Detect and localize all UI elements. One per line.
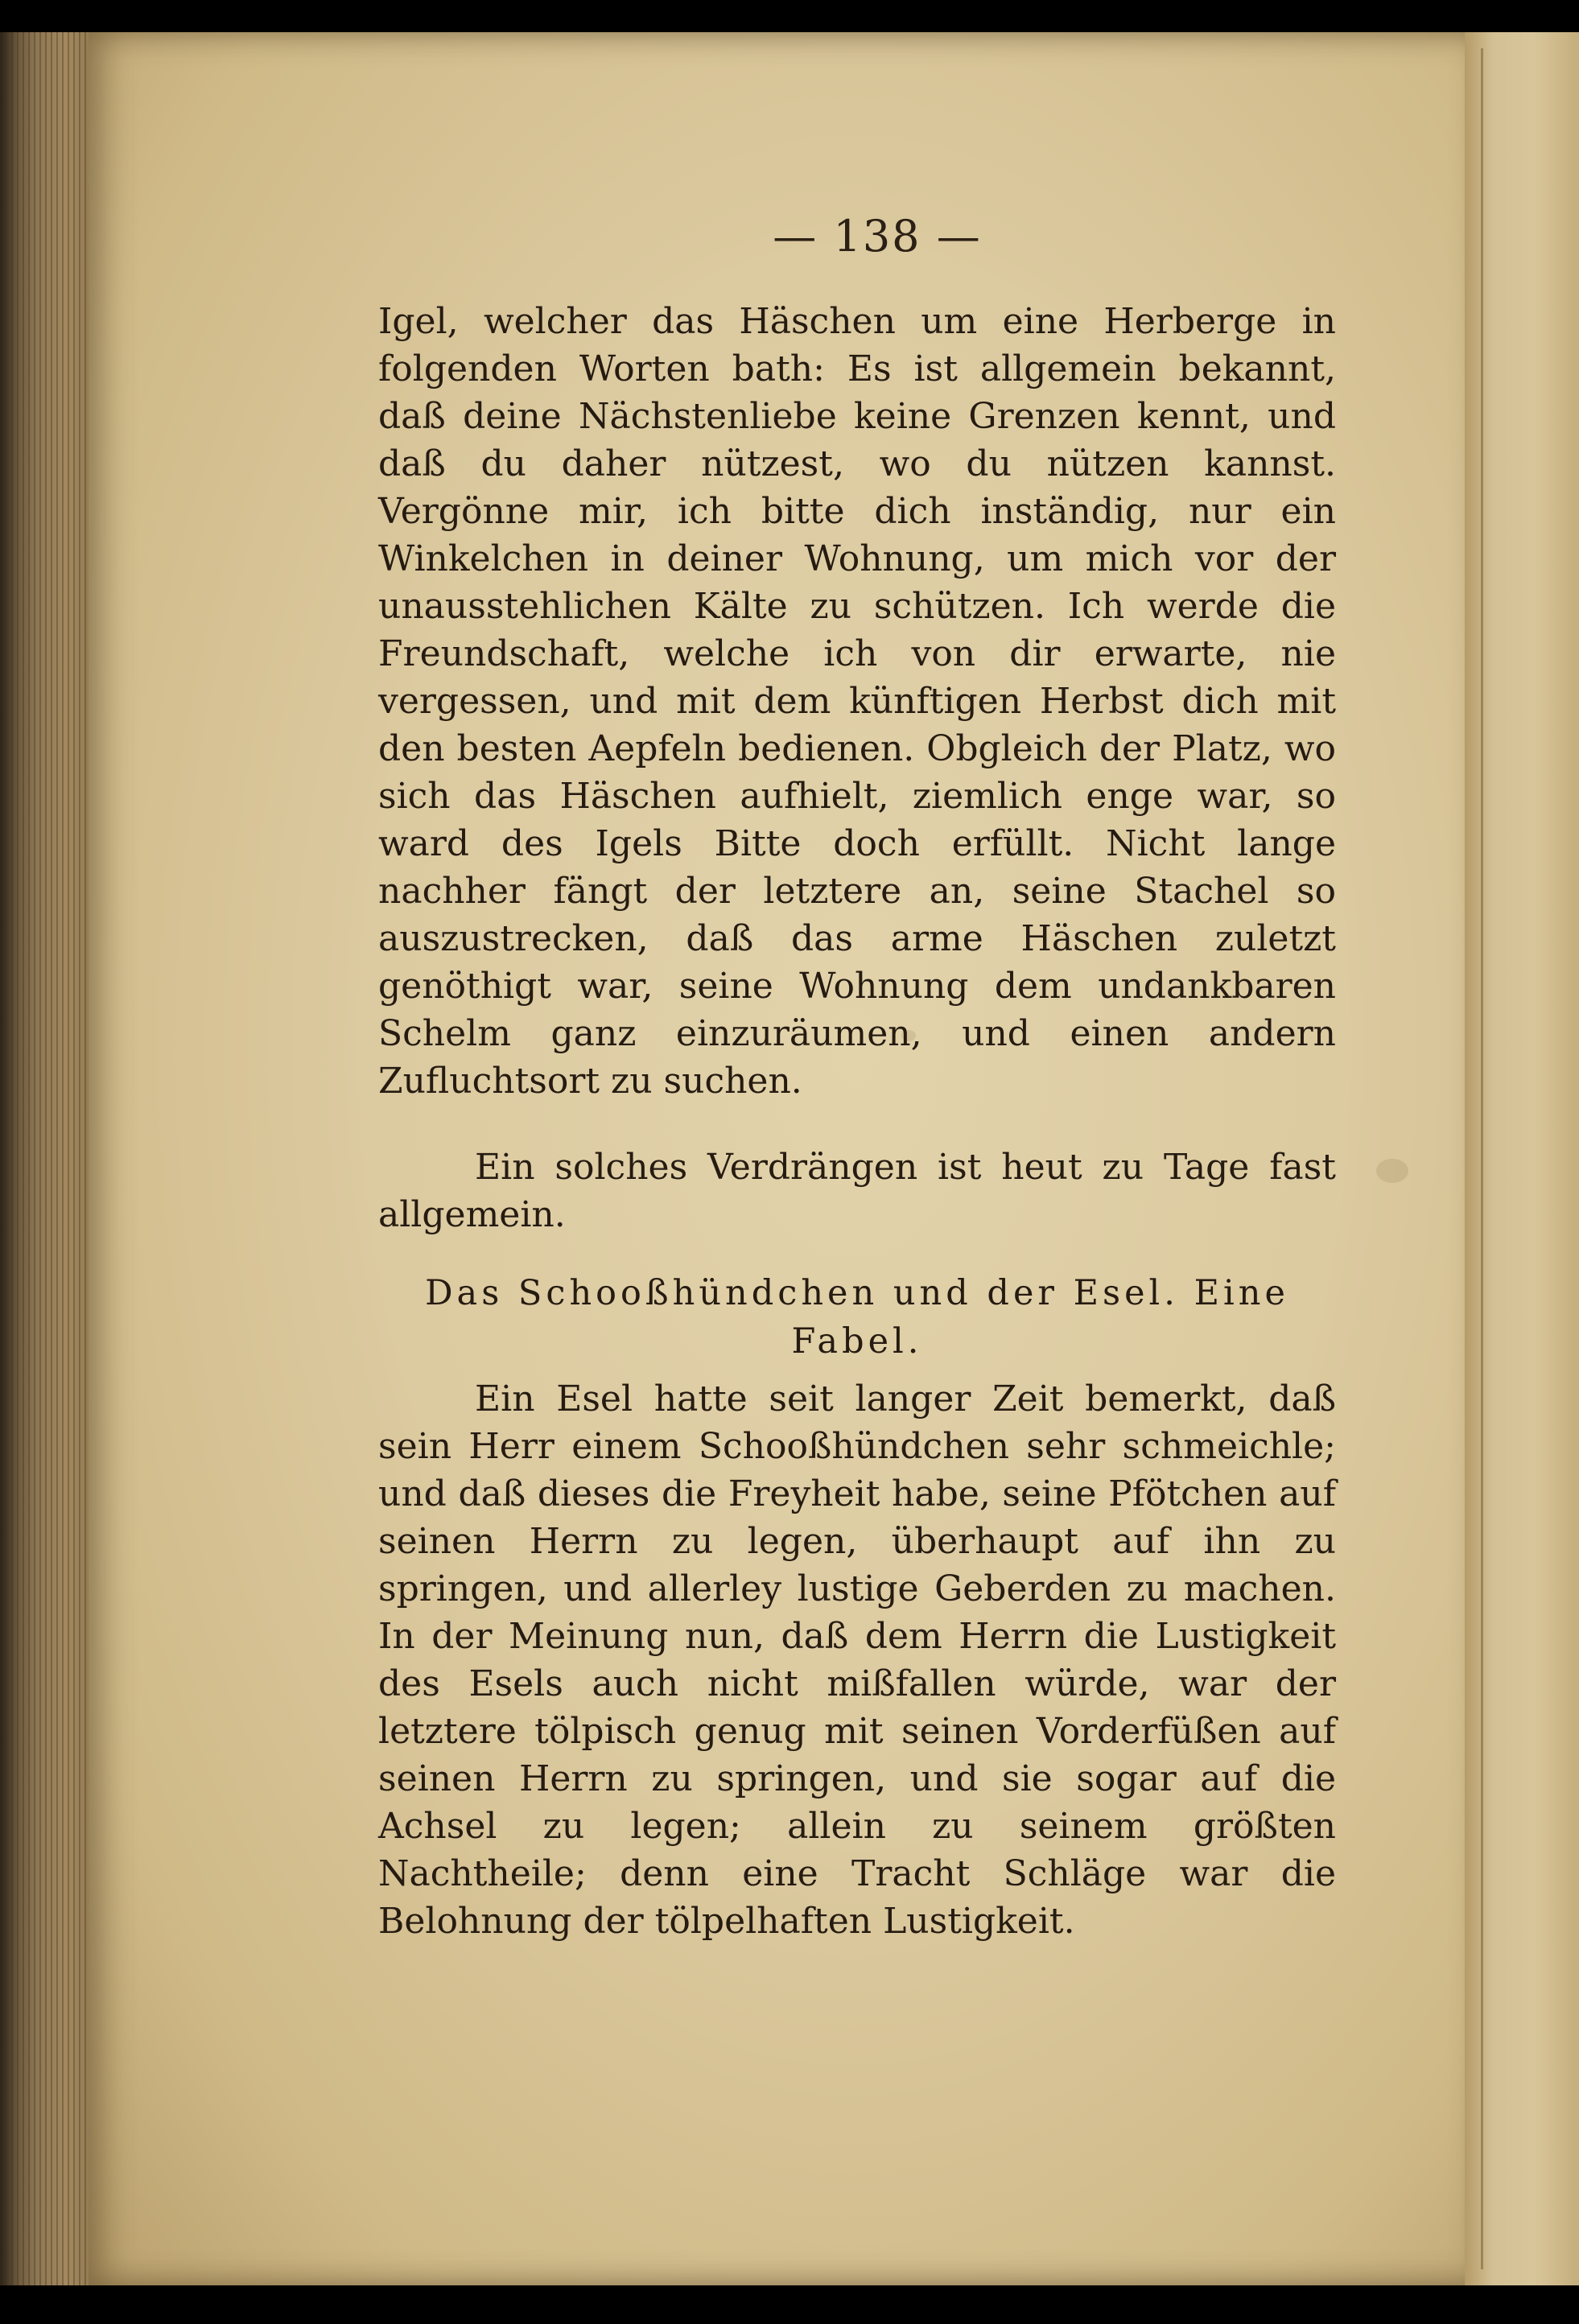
page-number: — 138 — bbox=[773, 211, 982, 262]
paragraph: Igel, welcher das Häschen um eine Herberge in folgenden Worten bath: Es ist allgemein bekannt, daß deine Nächstenliebe keine Grenzen kennt, und daß du daher nützest, wo du nützen kannst. Vergönne mir, ich bitte dich inständig, nur ein Winkelchen in deiner Wohnung, um mich vor der unausstehlichen Kälte zu schützen. Ich werde die Freundschaft, welche ich von dir erwarte, nie vergessen, und mit dem künftigen Herbst dich mit den besten Aepfeln bedienen. Obgleich der Platz, wo sich das Häschen aufhielt, ziemlich enge war, so ward des Igels Bitte doch erfüllt. Nicht lange nachher fängt der letztere an, seine Stachel so auszustrecken, daß das arme Häschen zuletzt genöthigt war, seine Wohnung dem undankbaren Schelm ganz einzuräumen, und einen andern Zufluchtsort zu suchen. bbox=[378, 301, 1336, 1102]
page-fold-line bbox=[1481, 48, 1483, 2269]
page-text bbox=[378, 298, 1336, 1945]
paragraph: Ein Esel hatte seit langer Zeit bemerkt, daß sein Herr einem Schooßhündchen sehr schmeichle; und daß dieses die Freyheit habe, seine Pfötchen auf seinen Herrn zu legen, überhaupt auf ihn zu springen, und allerley lustige Geberden zu machen. In der Meinung nun, daß dem Herrn die Lustigkeit des Esels auch nicht mißfallen würde, war der letztere tölpisch genug mit seinen Vorderfüßen auf seinen Herrn zu springen, und sie sogar auf die Achsel zu legen; allein zu seinem größten Nachtheile; denn eine Tracht Schläge war die Belohnung der tölpelhaften Lustigkeit. bbox=[378, 1378, 1336, 1942]
paragraph: Ein solches Verdrängen ist heut zu Tage fast allgemein. bbox=[378, 1147, 1336, 1235]
fable-heading: Das Schooßhündchen und der Esel. Eine Fabel. bbox=[425, 1273, 1289, 1362]
paper-stain bbox=[1376, 1159, 1408, 1183]
